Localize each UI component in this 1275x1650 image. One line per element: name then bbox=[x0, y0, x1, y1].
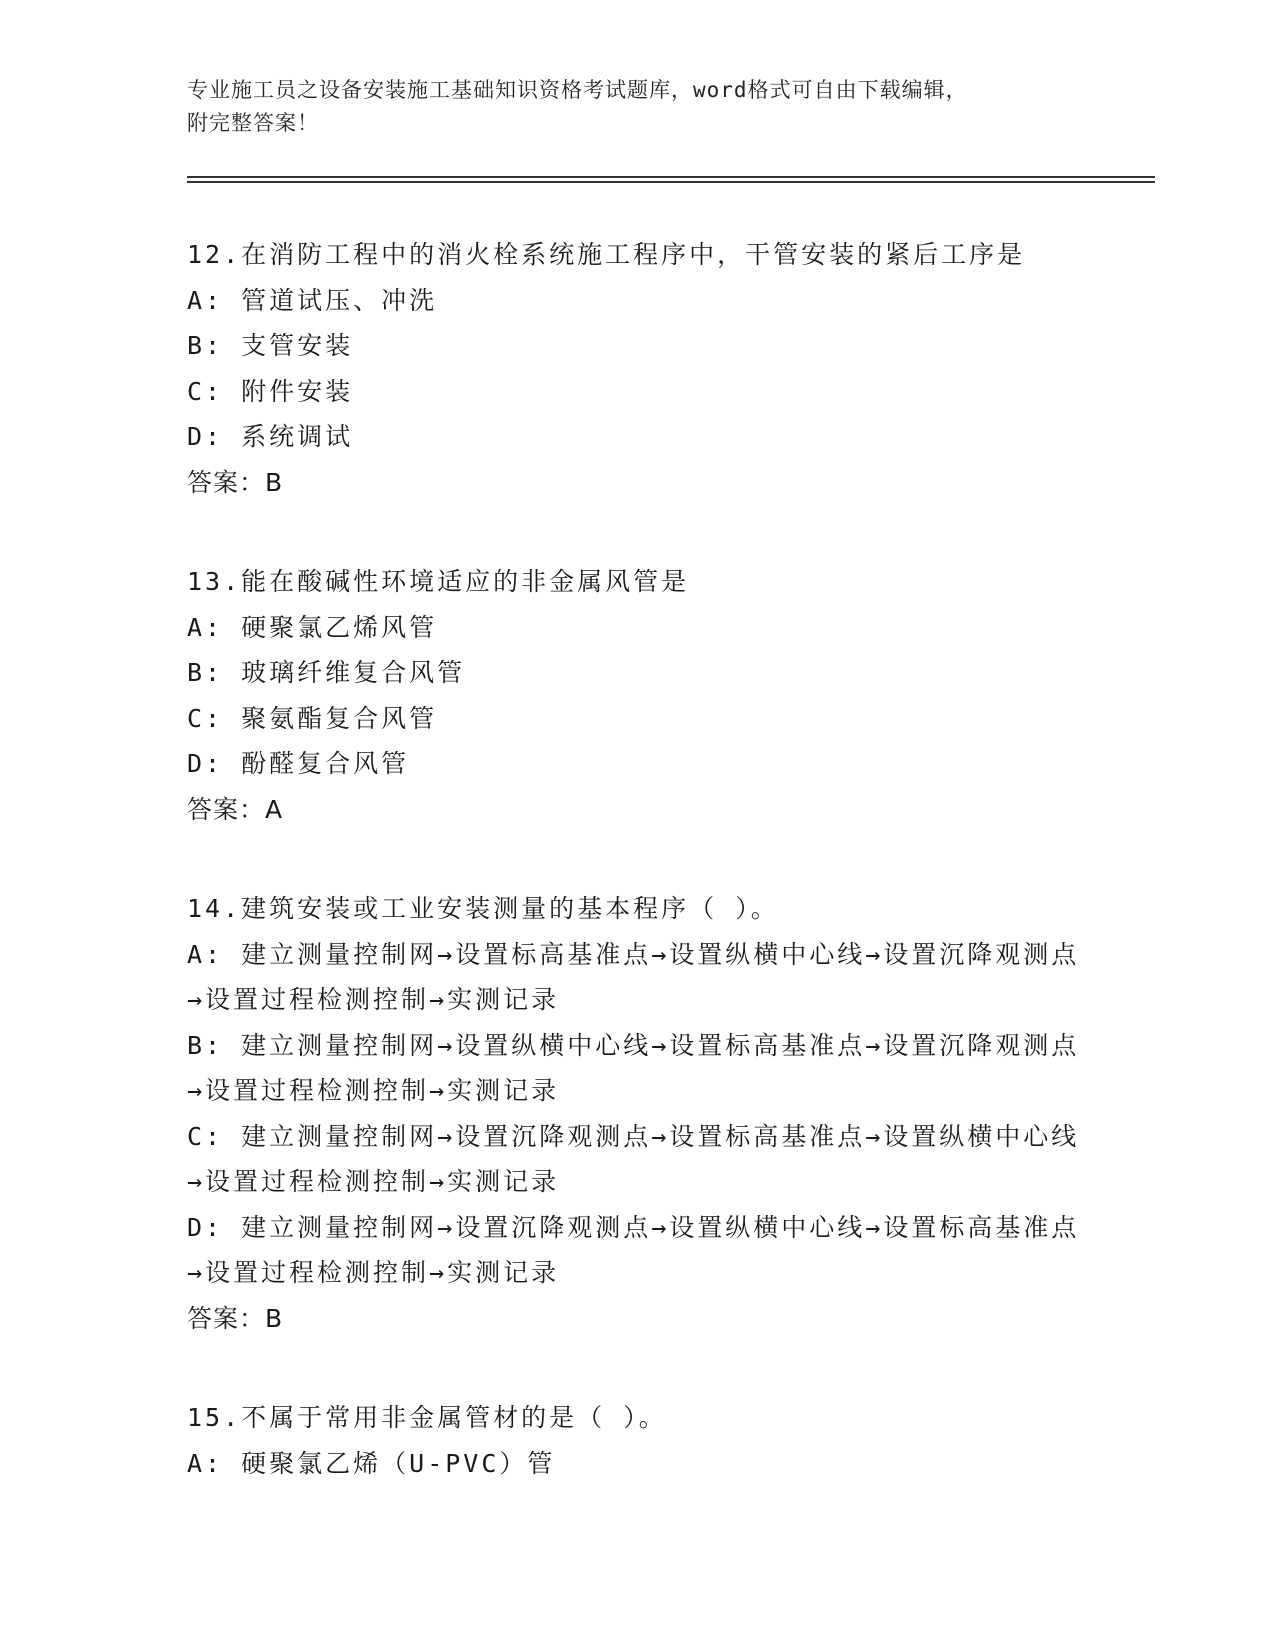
answer: 答案：B bbox=[187, 1303, 284, 1333]
answer: 答案：B bbox=[187, 467, 284, 497]
question-14 bbox=[187, 886, 1087, 1341]
answer: 答案：A bbox=[187, 794, 284, 824]
header-line-2: 附完整答案！ bbox=[187, 111, 319, 135]
option-b: B: 玻璃纤维复合风管 bbox=[187, 658, 466, 687]
header-line-1: 专业施工员之设备安装施工基础知识资格考试题库，word格式可自由下载编辑， bbox=[187, 78, 968, 102]
option-b: B: 建立测量控制网→设置纵横中心线→设置标高基准点→设置沉降观测点→设置过程检测控制→实测记录 bbox=[187, 1030, 1080, 1105]
header-divider-bottom bbox=[187, 181, 1155, 183]
question-stem: 14.建筑安装或工业安装测量的基本程序（ ）。 bbox=[187, 894, 779, 923]
question-list bbox=[187, 232, 1087, 1540]
option-a: A: 硬聚氯乙烯风管 bbox=[187, 612, 438, 642]
document-header bbox=[187, 74, 1067, 140]
question-stem: 12.在消防工程中的消火栓系统施工程序中，干管安装的紧后工序是 bbox=[187, 240, 1026, 269]
question-stem: 13.能在酸碱性环境适应的非金属风管是 bbox=[187, 567, 690, 596]
option-a: A: 建立测量控制网→设置标高基准点→设置纵横中心线→设置沉降观测点→设置过程检测控制→实测记录 bbox=[187, 939, 1080, 1014]
question-15 bbox=[187, 1395, 1087, 1486]
option-d: D: 系统调试 bbox=[187, 422, 354, 451]
option-c: C: 附件安装 bbox=[187, 376, 354, 406]
option-a: A: 硬聚氯乙烯（U-PVC）管 bbox=[187, 1448, 556, 1478]
option-d: D: 建立测量控制网→设置沉降观测点→设置纵横中心线→设置标高基准点→设置过程检测控制→实测记录 bbox=[187, 1212, 1080, 1287]
header-divider-top bbox=[187, 176, 1155, 178]
option-a: A: 管道试压、冲洗 bbox=[187, 285, 438, 315]
option-c: C: 聚氨酯复合风管 bbox=[187, 703, 438, 733]
option-c: C: 建立测量控制网→设置沉降观测点→设置标高基准点→设置纵横中心线→设置过程检测控制→实测记录 bbox=[187, 1121, 1080, 1196]
question-12 bbox=[187, 232, 1087, 505]
question-stem: 15.不属于常用非金属管材的是（ ）。 bbox=[187, 1403, 667, 1432]
option-b: B: 支管安装 bbox=[187, 331, 354, 360]
question-13 bbox=[187, 559, 1087, 832]
option-d: D: 酚醛复合风管 bbox=[187, 749, 410, 778]
